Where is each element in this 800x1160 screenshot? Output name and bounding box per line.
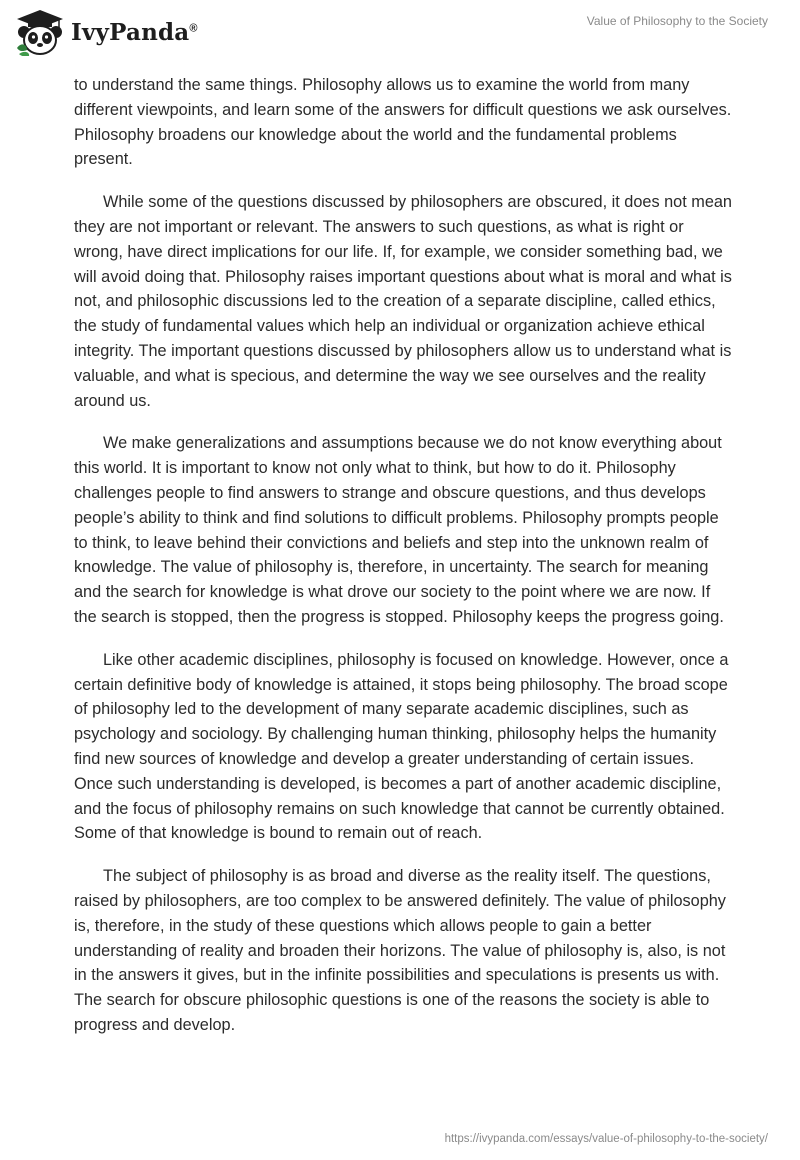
essay-body xyxy=(74,73,734,1056)
page-header xyxy=(0,0,800,64)
paragraph-2: While some of the questions discussed by philosophers are obscured, it does not mean they are not important or relevant. The answers to such questions, as what is right or wrong, have direct implications for our life. If, for example, we consider something bad, we will avoid doing that. Philosophy raises important questions about what is moral and what is not, and philosophic discussions led to the creation of a separate discipline, called ethics, the study of fundamental values which help an individual or organization achieve ethical integrity. The important questions discussed by philosophers allow us to understand what is valuable, and what is specious, and determine the way we see ourselves and the reality around us. xyxy=(74,193,732,410)
brand-name: IvyPanda® xyxy=(71,18,198,46)
source-url[interactable]: https://ivypanda.com/essays/value-of-philosophy-to-the-society/ xyxy=(444,1133,768,1145)
ivypanda-logo[interactable] xyxy=(15,8,198,56)
paragraph-3: We make generalizations and assumptions because we do not know everything about this world. It is important to know not only what to think, but how to do it. Philosophy challenges people to find answers to strange and obscure questions, and thus develops people’s ability to think and find solutions to difficult problems. Philosophy prompts people to think, to leave behind their convictions and beliefs and step into the unknown realm of knowledge. The value of philosophy is, therefore, in uncertainty. The search for meaning and the search for knowledge is what drove our society to the point where we are now. If the search is stopped, then the progress is stopped. Philosophy keeps the progress going. xyxy=(74,434,724,626)
paragraph-1: to understand the same things. Philosophy allows us to examine the world from many different viewpoints, and learn some of the answers for difficult questions we ask ourselves. Philosophy broadens our knowledge about the world and the fundamental problems present. xyxy=(74,76,732,169)
paragraph-5: The subject of philosophy is as broad and diverse as the reality itself. The questions, raised by philosophers, are too complex to be answered definitely. The value of philosophy is, therefore, in the study of these questions which allows people to gain a better understanding of reality and broaden their horizons. The value of philosophy is, also, is not in the answers it gives, but in the infinite possibilities and speculations is presents us with. The search for obscure philosophic questions is one of the reasons the society is able to progress and develop. xyxy=(74,867,726,1034)
panda-graduation-cap-icon xyxy=(15,8,65,56)
paragraph-4: Like other academic disciplines, philosophy is focused on knowledge. However, once a certain definitive body of knowledge is attained, it stops being philosophy. The broad scope of philosophy led to the development of many separate academic disciplines, such as psychology and sociology. By challenging human thinking, philosophy helps the humanity find new sources of knowledge and develop a greater understanding of certain issues. Once such understanding is developed, is becomes a part of another academic discipline, and the focus of philosophy remains on such knowledge that cannot be currently obtained. Some of that knowledge is bound to remain out of reach. xyxy=(74,650,729,843)
document-title: Value of Philosophy to the Society xyxy=(586,14,768,28)
